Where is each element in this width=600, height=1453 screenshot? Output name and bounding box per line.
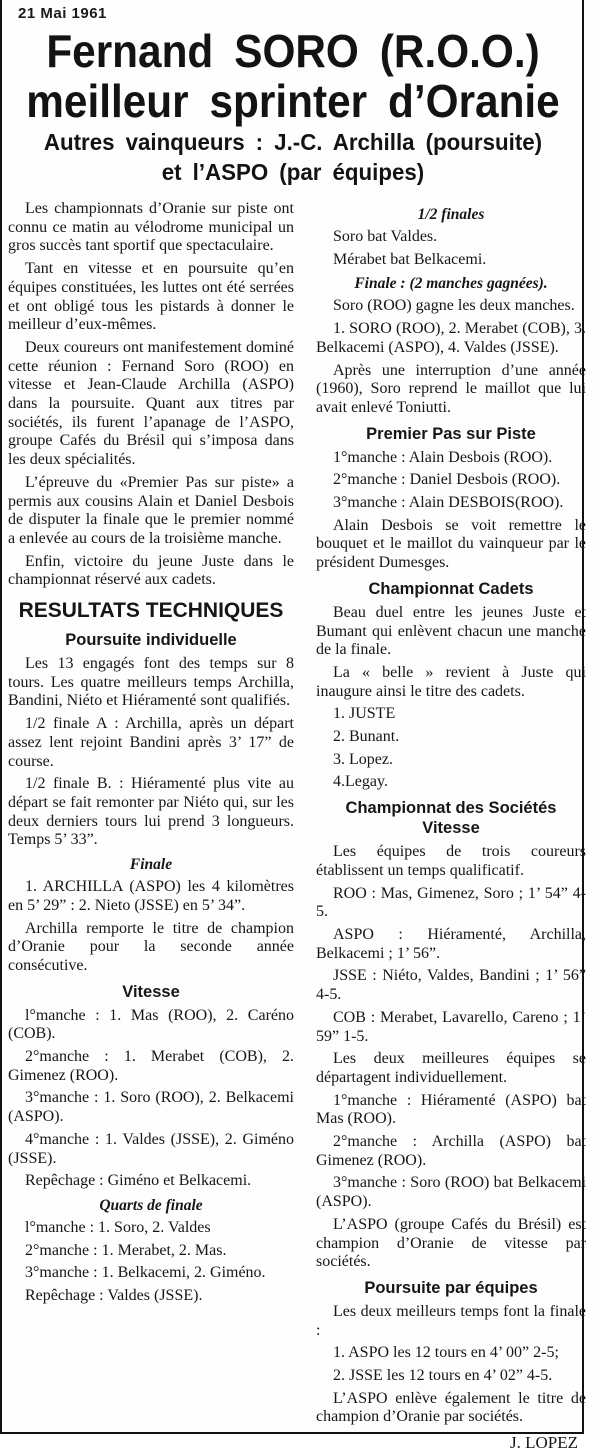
subsection-heading: Poursuite individuelle <box>65 631 237 650</box>
article-paragraph: Beau duel entre les jeunes Juste et Bumant qui enlèvent chacun une manche de la finale. <box>316 603 586 659</box>
headline-line-1: Fernand SORO (R.O.O.) <box>46 25 540 77</box>
article-paragraph: L’ASPO enlève également le titre de champion d’Oranie par sociétés. <box>316 1389 586 1426</box>
article-paragraph: 2. JSSE les 12 tours en 4’ 02” 4-5. <box>333 1367 553 1385</box>
article-paragraph: l°manche : 1. Mas (ROO), 2. Caréno (COB). <box>8 1006 294 1043</box>
article-paragraph: COB : Merabet, Lavarello, Careno ; 1’ 59” 1-5. <box>316 1008 586 1045</box>
italic-heading: Quarts de finale <box>99 1196 203 1214</box>
article-paragraph: 4°manche : 1. Valdes (JSSE), 2. Giméno (JSSE). <box>8 1130 294 1167</box>
article-columns <box>8 200 586 1453</box>
article-paragraph: 2°manche : 1. Merabet (COB), 2. Gimenez (ROO). <box>8 1048 294 1084</box>
headline-block <box>0 26 586 186</box>
article-paragraph: Soro (ROO) gagne les deux manches. <box>333 297 575 315</box>
article-paragraph: 1. SORO (ROO), 2. Merabet (COB), 3. Belkacemi (ASPO), 4. Valdes (JSSE). <box>316 320 586 356</box>
article-paragraph: L’épreuve du «Premier Pas sur piste» a permis aux cousins Alain et Daniel Desbois de disputer la finale que le premier nommé a enlevée au cours de la troisième manche. <box>8 473 294 547</box>
headline-line-2: meilleur sprinter d’Oranie <box>26 75 560 127</box>
article-paragraph: L’ASPO (groupe Cafés du Brésil) est champion d’Oranie de vitesse par sociétés. <box>316 1215 586 1271</box>
article-paragraph: Les deux meilleurs temps font la finale : <box>316 1302 586 1339</box>
article-paragraph: Repêchage : Giméno et Belkacemi. <box>25 1172 252 1190</box>
article-paragraph: JSSE : Niéto, Valdes, Bandini ; 1’ 56” 4-5. <box>316 967 586 1004</box>
article-paragraph: Deux coureurs ont manifestement dominé cette réunion : Fernand Soro (ROO) en vitesse et Jean-Claude Archilla (ASPO) dans la poursuite. Quant aux titres par sociétés, ils furent l’apanage de l’ASPO, groupe Cafés du Brésil qui s’imposa dans les deux spécialités. <box>8 338 294 469</box>
article-paragraph: 1°manche : Alain Desbois (ROO). <box>333 448 553 466</box>
article-paragraph: 4.Legay. <box>333 773 388 791</box>
article-column-right <box>316 200 586 1453</box>
article-paragraph: 1/2 finale B. : Hiéramenté plus vite au départ se fait remonter par Niéto qui, sur les deux derniers tours lui prend 3 longueurs. Temps 5’ 33”. <box>8 775 294 849</box>
article-paragraph: 2. Bunant. <box>333 728 400 746</box>
byline-signature: J. LOPEZ <box>510 1433 578 1453</box>
article-paragraph: Les deux meilleures équipes se départagent individuellement. <box>316 1050 586 1086</box>
article-paragraph: 1. JUSTE <box>333 705 396 723</box>
article-paragraph: 2°manche : 1. Merabet, 2. Mas. <box>25 1241 227 1259</box>
article-paragraph: Les 13 engagés font des temps sur 8 tours. Les quatre meilleurs temps Archilla, Bandini, Niéto et Hiéramenté sont qualifiés. <box>8 655 294 710</box>
article-paragraph: Les championnats d’Oranie sur piste ont connu ce matin au vélodrome municipal un gros succès tant sportif que spectaculaire. <box>8 200 294 255</box>
article-paragraph: 1°manche : Hiéramenté (ASPO) bat Mas (ROO). <box>316 1091 586 1128</box>
article-paragraph: 1/2 finale A : Archilla, après un départ assez lent rejoint Bandini après 3’ 17” de course. <box>8 715 294 770</box>
article-paragraph: Après une interruption d’une année (1960), Soro reprend le maillot que lui avait enlevé Toniutti. <box>316 361 586 416</box>
article-paragraph: 3°manche : 1. Soro (ROO), 2. Belkacemi (ASPO). <box>8 1089 294 1126</box>
article-paragraph: Soro bat Valdes. <box>333 228 438 245</box>
article-paragraph: Alain Desbois se voit remettre le bouquet et le maillot du vainqueur par le président Dumesges. <box>316 516 586 572</box>
italic-heading: Finale <box>129 856 173 874</box>
article-paragraph: Enfin, victoire du jeune Juste dans le championnat réservé aux cadets. <box>8 552 294 589</box>
subsection-heading: Vitesse <box>122 982 180 1001</box>
article-paragraph: l°manche : 1. Soro, 2. Valdes <box>25 1218 211 1236</box>
article-paragraph: 2°manche : Archilla (ASPO) bat Gimenez (ROO). <box>316 1133 586 1169</box>
subsection-heading: Championnat des Sociétés Vitesse <box>345 799 557 838</box>
italic-heading: Finale : (2 manches gagnées). <box>354 275 548 293</box>
subsection-heading: Poursuite par équipes <box>364 1278 538 1297</box>
subsection-heading: Championnat Cadets <box>368 579 534 598</box>
article-paragraph: 3°manche : Soro (ROO) bat Belkacemi (ASPO). <box>316 1174 586 1211</box>
article-paragraph: Tant en vitesse et en poursuite qu’en équipes constituées, les luttes ont été serrées et ont obligé tous les pistards à donner le meilleur d’eux-mêmes. <box>8 260 294 334</box>
article-paragraph: ASPO : Hiéramenté, Archilla, Belkacemi ; 1’ 56”. <box>316 925 586 962</box>
article-paragraph: Repêchage : Valdes (JSSE). <box>25 1287 203 1305</box>
article-paragraph: La « belle » revient à Juste qui inaugure ainsi le titre des cadets. <box>316 663 586 700</box>
article-paragraph: ROO : Mas, Gimenez, Soro ; 1’ 54” 4-5. <box>316 884 586 921</box>
article-paragraph: 3°manche : Alain DESBOIS(ROO). <box>333 494 564 512</box>
article-paragraph: Les équipes de trois coureurs établissent un temps qualificatif. <box>316 843 586 879</box>
subheadline-line-1: Autres vainqueurs : J.-C. Archilla (poursuite) <box>43 129 543 155</box>
article-paragraph: 1. ASPO les 12 tours en 4’ 00” 2-5; <box>333 1344 559 1362</box>
publication-date: 21 Mai 1961 <box>18 5 107 22</box>
italic-heading: 1/2 finales <box>417 206 485 223</box>
subheadline-line-2: et l’ASPO (par équipes) <box>161 159 425 185</box>
article-paragraph: Mérabet bat Belkacemi. <box>333 250 487 268</box>
article-paragraph: 1. ARCHILLA (ASPO) les 4 kilomètres en 5’ 29” : 2. Nieto (JSSE) en 5’ 34”. <box>8 878 294 914</box>
subsection-heading: Premier Pas sur Piste <box>366 424 536 443</box>
article-paragraph: 2°manche : Daniel Desbois (ROO). <box>333 471 561 489</box>
article-paragraph: Archilla remporte le titre de champion d’Oranie pour la seconde année consécutive. <box>8 919 294 974</box>
article-column-left <box>8 200 294 1453</box>
section-title: RESULTATS TECHNIQUES <box>18 599 284 623</box>
article-paragraph: 3°manche : 1. Belkacemi, 2. Giméno. <box>25 1264 266 1282</box>
article-paragraph: 3. Lopez. <box>333 750 393 768</box>
